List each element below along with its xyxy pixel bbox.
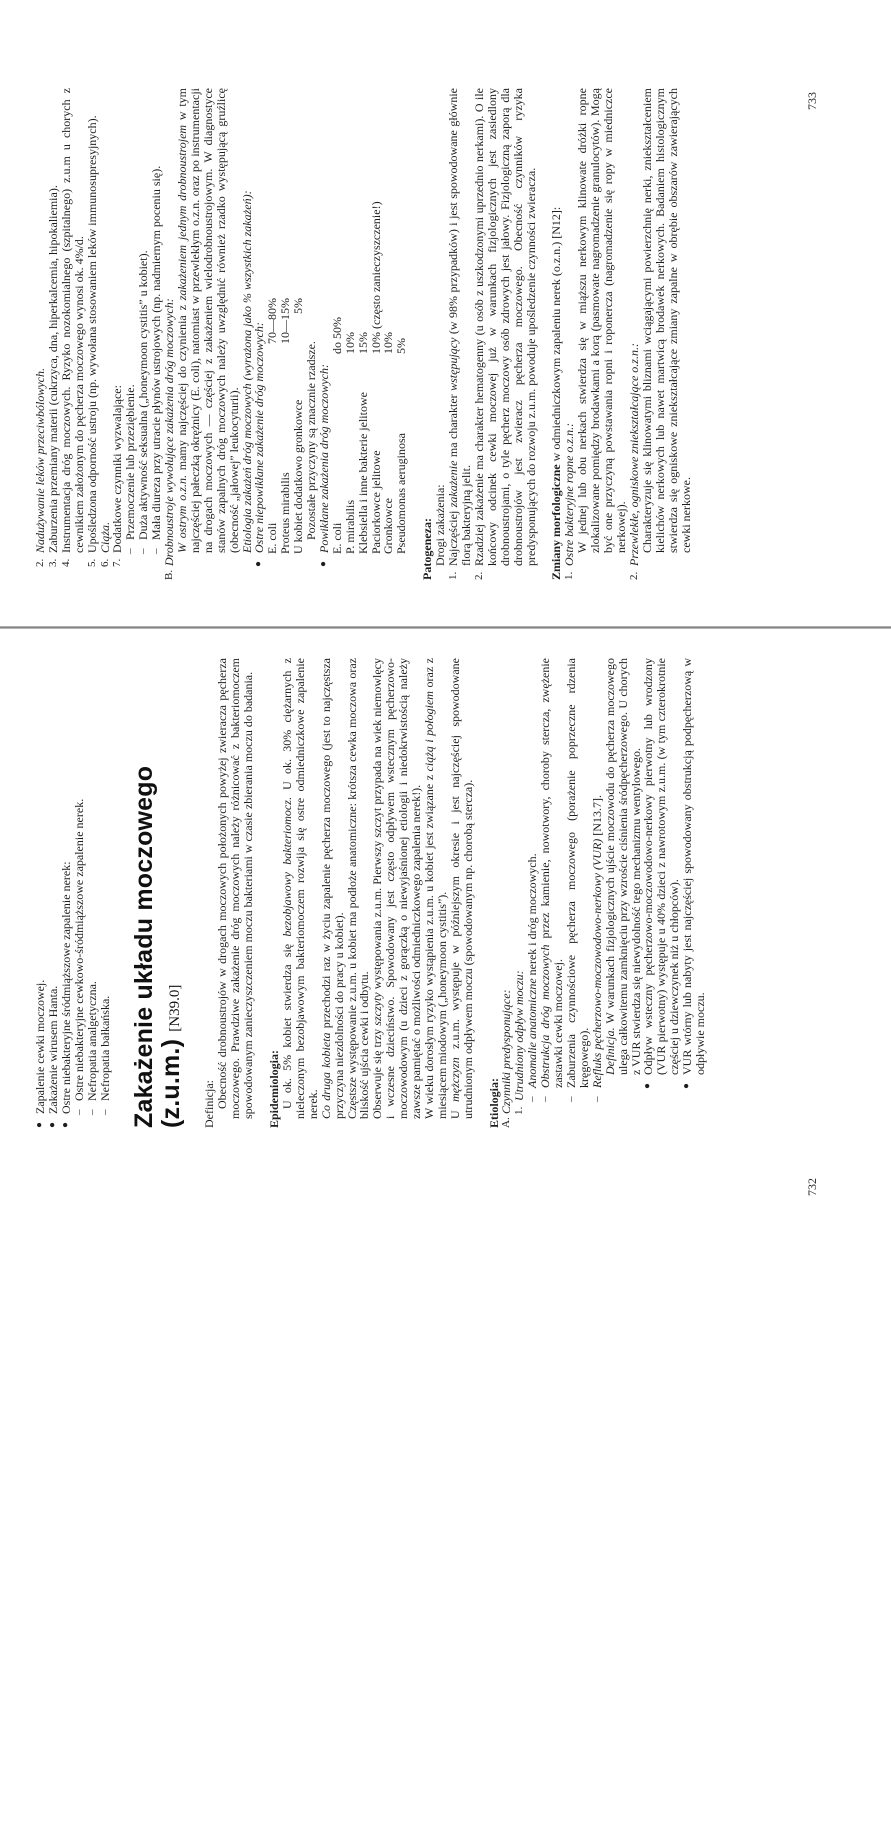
section-title-line: Zakażenie układu moczowego (130, 765, 159, 1128)
text-run: W warunkach fizjologicznych ujście moczowodu do pęcherza moczowego ulega całkowitemu zamknięciu przy wzroście ciśnienia śródpęcherzowego. U chorych z VUR stwierdza się niewydolność tego mechanizmu wentylowego. (602, 658, 643, 1075)
text-run: Ostre bakteryjne ropne o.z.n.: (562, 422, 577, 566)
list-marker: A. (500, 1117, 513, 1128)
text-run: Obecność drobnoustrojów w drogach moczowych położonych powyżej zwieracza pęcherza moczowego. Prawdziwe zakażenie dróg moczowych należy różnicować z bakteriomoczem spowodowanym zanieczyszczeniem moczu bakteriami w czasie zbierania moczu do badania. (215, 658, 256, 1119)
organism-percentage: 10% (często zanieczyszczenie!) (368, 201, 383, 354)
text-run: Co druga kobieta (318, 1032, 333, 1119)
list-marker: – (590, 1096, 603, 1102)
list-marker: – (565, 1096, 577, 1102)
text-run: zakażeniem jednym drobnoustrojem (174, 124, 189, 301)
text-run: U (447, 1101, 462, 1119)
list-marker (241, 553, 254, 567)
list-marker: – (526, 1096, 539, 1102)
list-marker: – (539, 1096, 552, 1102)
paragraph (320, 658, 346, 1128)
list-item-text (681, 658, 707, 1075)
text-run: Instrumentacja dróg moczowych. Ryzyko nozokomialnego (szpitalnego) z.u.m u chorych z cewnikiem założonym do pęcherza moczowego wynosi ok. 4%/d. (58, 88, 86, 553)
paragraph (216, 658, 255, 1128)
text-run: (w 98% przypadków) i jest spowodowane głównie florą bakteryjną jelit. (446, 87, 473, 566)
list-item (576, 88, 628, 567)
organism-percentage: 10% (342, 332, 357, 354)
list-marker: 5. (85, 558, 98, 567)
text-run: Drobnoustroje wywołujące zakażenia dróg moczowych: (162, 298, 177, 566)
organism-percentage: 5% (291, 298, 306, 314)
text-run: Ciąża. (97, 521, 112, 553)
list-item-text (86, 88, 99, 553)
text-run: Obserwuje się trzy (370, 1025, 385, 1119)
page-number-732: 732 (805, 1178, 819, 1196)
list-item (642, 658, 681, 1089)
text-run: Patogeneza: (420, 518, 435, 580)
list-marker: – (72, 1109, 85, 1115)
text-run: Zaburzenia przemiany materii (cukrzyca, dna, hiperkalcemia, hipokaliemia). (45, 185, 60, 553)
text-run: wstępujący (446, 337, 461, 391)
text-run: Ostre niebakteryjne śródmiąższowe zapalenie nerek: (58, 861, 73, 1114)
list-item (681, 658, 707, 1089)
text-run: Nadużywanie leków przeciwbólowych. (33, 368, 47, 553)
text-run: mężczyzn (447, 1057, 462, 1102)
text-run: Etiologia: (486, 1078, 501, 1128)
list-item-text (539, 658, 565, 1088)
text-run: Definicja. (602, 1027, 617, 1075)
text-run: występowania z.u.m. Pierwszy szczyt przypada na wiek niemowlęcy i wczesne dzieciństwo. Spowodowany jest często odpływem wstecznym pęcherzowo-moczowodowym (u dzieci z gorączką o niewyjaśnionej etiologii i niedokrwistością należy zawsze pamiętać o możliwości odmiedniczkowego zapalenia nerek!). (370, 658, 424, 1119)
organism-percentage: 70—80% (265, 298, 280, 344)
list-marker: 2. (472, 571, 485, 580)
list-item (447, 88, 473, 580)
text-run: przez kamienie, nowotwory, choroby stercza, zwężenie zastawki cewki moczowej. (538, 658, 566, 1088)
text-run: U ok. 5% kobiet stwierdza się (279, 936, 294, 1109)
text-run: Drogi zakażenia: (433, 484, 448, 566)
list-marker (641, 553, 693, 567)
text-run: Zakażenie wirusem Hanta. (45, 985, 60, 1114)
text-run: Anomalie anatomiczne (525, 978, 540, 1088)
text-run: Rzadziej zakażenie ma charakter hematogenny (u osób z uszkodzonymi uprzednio nerkami). O ile końcowy odcinek cewki moczowej już w warunkach fizjologicznych jest zasiedlony drobnoustrojami, o tyle pęcherz moczowy osób zdrowych jest jałowy. Fizjologiczną zaporą dla drobnoustrojów jest zwieracz pęcherza moczowego. Obecność czynników ryzyka predysponujących do rozwoju z.u.m. powoduje upośledzenie czynności zwieracza. (471, 88, 538, 566)
text-run: [N13.7]. (589, 795, 604, 839)
text-run: z.u.m. występuje w późniejszym okresie i jest najczęściej spowodowane utrudnionym odpływem moczu (spowodowanym np. chorobą stercza). (447, 658, 475, 1119)
page-gutter-divider (0, 626, 891, 629)
page-732-column (34, 658, 707, 1128)
page-number-733: 733 (805, 92, 819, 110)
table-row (344, 88, 357, 554)
organism-name: P. mirabilis (342, 499, 357, 554)
text-run: szczyty (370, 992, 385, 1026)
organism-percentage: 10—15% (278, 298, 293, 344)
text-run: Najczęściej (446, 507, 461, 566)
list-item (60, 88, 86, 567)
organism-percentage: do 50% (329, 317, 344, 354)
organism-percentage: 15% (355, 332, 370, 354)
list-marker: – (85, 1109, 98, 1115)
page-733-column (34, 88, 692, 580)
list-marker: 6. (98, 558, 111, 567)
text-run: Częstsze występowanie z.u.m. u kobiet ma podłoże anatomiczne: krótsza cewka moczowa oraz bliskość ujścia cewki i odbytu. (344, 658, 372, 1119)
text-run: Zmiany morfologiczne (549, 464, 564, 580)
data-table (266, 88, 305, 554)
text-run: VUR wtórny lub nabyty jest najczęściej spowodowany obstrukcją podpęcherzową w odpływie moczu. (680, 658, 708, 1075)
list-item (318, 88, 331, 567)
text-run: Czynniki predysponujące: (499, 989, 514, 1114)
bullet-icon: ● (46, 1121, 58, 1128)
text-run: W jednej lub obu nerkach stwierdza się w miąższu nerkowym klinowate dróżki ropne zlokalizowane pomiędzy brodawkami a korą (pasmowate nagromadzenie granulocytów). Mogą być one przyczyną powstawania ropni i roponercza (nagromadzenie się ropy w miedniczce nerkowej). (575, 88, 628, 553)
text-run: zakażenie (446, 460, 461, 508)
section-title-abbrev-line (158, 658, 189, 1128)
list-marker: 1. (447, 571, 460, 580)
list-item-text (604, 658, 643, 1075)
organism-name: Proteus mirabilis (278, 472, 293, 554)
text-run: w odmiedniczkowym zapaleniu nerek (o.z.n.) [N12]: (549, 206, 564, 465)
list-item-text (447, 88, 473, 566)
list-item-text (565, 658, 591, 1088)
section-title (131, 658, 189, 1128)
text-run: Nefropatia bałkańska. (97, 995, 112, 1101)
text-run: Etiologia zakażeń dróg moczowych (wyrażona jako % wszystkich zakażeń): (239, 190, 254, 553)
text-run: Ostre niebakteryjne cewkowo-śródmiąższowe zapalenie nerek. (71, 798, 86, 1101)
text-run: oraz z miesiącem miodowym („honeymoon cystitis”). (421, 657, 449, 1119)
text-run: Pozostałe przyczyny są znacznie rzadsze. (304, 341, 319, 540)
list-marker: – (124, 548, 137, 554)
bullet-icon: ● (59, 1121, 71, 1128)
list-item-text (60, 88, 86, 553)
paragraph (371, 658, 423, 1128)
section-title-abbrev: (z.u.m.) (157, 1038, 186, 1128)
text-run: . U ok. 30% ciężarnych z nieleczonym bezobjawowym bakteriomoczem rozwija się ostre odmiedniczkowe zapalenie nerek. (279, 658, 320, 1119)
list-item-text (318, 88, 331, 553)
list-item (86, 88, 99, 567)
list-marker: 2. (627, 571, 640, 580)
organism-percentage: 5% (394, 338, 409, 354)
list-item-text (576, 88, 628, 553)
organism-name: U kobiet dodatkowo gronkowce (291, 399, 306, 554)
list-marker: – (98, 1109, 111, 1115)
list-marker: 2. (34, 558, 46, 567)
text-run: bezobjawowy bakteriomocz (279, 800, 294, 937)
organism-percentage: 10% (381, 332, 396, 354)
text-run: W wieku dorosłym ryzyko wystąpienia z.u.m. u kobiet jest związane z (421, 771, 436, 1119)
text-run: przechodzi raz w życiu zapalenie pęcherza moczowego (jest to najczęstsza przyczyna niezdolności do pracy u kobiet). (318, 658, 346, 1119)
table-row (395, 88, 408, 554)
paragraph (346, 658, 372, 1128)
text-run: Zapalenie cewki moczowej. (33, 979, 47, 1114)
organism-name: Gronkowce (381, 498, 396, 554)
list-marker (434, 566, 447, 580)
bullet-icon: ● (642, 1082, 654, 1089)
list-item (176, 88, 241, 567)
text-run: Przewlekłe, ogniskowe zniekształcające o.z.n.: (626, 343, 641, 566)
organism-name: E. coli (265, 522, 280, 554)
text-run: Ostre niepowikłane zakażenie dróg moczowych: (252, 322, 267, 553)
list-marker (576, 553, 628, 567)
list-item (539, 658, 565, 1102)
text-run: Przemoczenie lub przeziębienie. (123, 384, 138, 540)
paragraph (281, 658, 320, 1128)
text-run: Refluks pęcherzowo-moczowodowo-nerkowy (VUR) (589, 838, 604, 1088)
list-marker (176, 553, 241, 567)
list-item (473, 88, 538, 580)
bullet-icon: ● (681, 1082, 693, 1089)
text-run: Definicja: (202, 1080, 217, 1128)
list-item-text (176, 88, 241, 553)
text-run: ma charakter (446, 390, 461, 461)
text-run: Upośledzona odporność ustroju (np. wywołana stosowaniem leków immunosupresyjnych). (84, 115, 99, 553)
table-row (357, 88, 370, 554)
data-table (331, 88, 408, 554)
list-marker: – (150, 548, 163, 554)
text-run: Dodatkowe czynniki wyzwalające: (110, 385, 125, 553)
paragraph (423, 658, 449, 1128)
text-run: w tym najczęściej pałeczką okrężnicy (E. coli), natomiast w przewlekłym o.z.n. oraz po instrumentacji na drogach moczowych — częściej z zakażeniem wielodrobnoustrojowym. W diagnostyce stanów zapalnych dróg moczowych należy uwzględnić również rzadko występującą gruźlicę (obecność „jałowej” leukocyturii). (174, 87, 241, 553)
list-item (99, 658, 112, 1115)
bullet-icon: ● (34, 1121, 45, 1128)
list-marker: 7. (111, 558, 124, 567)
organism-name: Pseudomonas aeruginosa (394, 433, 409, 554)
bullet-icon: ● (253, 560, 265, 567)
list-item-text (642, 658, 681, 1075)
list-item (565, 658, 591, 1102)
paragraph (449, 658, 475, 1128)
text-run: Nefropatia analgetyczna. (84, 981, 99, 1101)
list-item-text (473, 88, 538, 566)
text-run: ciążą i połogiem (421, 691, 436, 772)
text-run: Zaburzenia czynnościowe pęcherza moczowego (porażenie poprzeczne rdzenia kręgowego). (564, 658, 591, 1088)
icd-code: [N39.0] (167, 984, 184, 1032)
text-run: Epidemiologia: (267, 1049, 282, 1128)
list-marker (604, 1075, 643, 1089)
text-run: mamy najczęściej do czynienia z (174, 300, 189, 476)
table-row (370, 88, 383, 554)
organism-name: Paciorkowce jelitowe (368, 450, 383, 554)
list-marker: 3. (46, 558, 59, 567)
list-marker: 4. (59, 558, 72, 567)
text-run: Charakteryzuje się klinowatymi bliznami wciągającymi powierzchnię nerki, zniekształceniem kielichów nerkowych lub nawet martwicą brodawek nerkowych. Badaniem histologicznym stwierdza się ogniskowe zniekształcające zmiany zapalne w obrębie obszarów zawierających cewki nerkowe. (639, 88, 693, 553)
list-marker: 1. (563, 571, 576, 580)
text-run: Duża aktywność seksualna („honeymoon cystitis” u kobiet). (136, 250, 151, 540)
list-marker: – (137, 548, 150, 554)
text-run: Utrudniony odpływ moczu: (512, 970, 527, 1101)
bullet-icon: ● (317, 560, 329, 567)
table-row (331, 88, 344, 554)
list-marker: 1. (513, 1106, 526, 1115)
list-item (641, 88, 693, 567)
text-run: Obstrukcja dróg moczowych (538, 944, 553, 1088)
list-item (604, 658, 643, 1089)
list-item-text (99, 658, 112, 1101)
text-run: nerek i dróg moczowych. (525, 853, 540, 979)
list-item-text (641, 88, 693, 553)
organism-name: Klebsiella i inne bakterie jelitowe (355, 392, 370, 554)
text-run: Odpływ wsteczny pęcherzowo-moczowodowo-nerkowy pierwotny lub wrodzony (VUR pierwotny) występuje u 40% dzieci z nawrotowym z.u.m. (w tym czterokrotnie częściej u dziewczynek niż u chłopców). (641, 658, 682, 1075)
text-run: W ostrym o.z.n. (174, 475, 189, 553)
text-run: Powikłane zakażenia dróg moczowych: (316, 364, 331, 553)
list-marker: B. (163, 569, 176, 580)
organism-name: E. coli (329, 522, 344, 554)
text-run: Mała diureza przy utracie płynów ustrojowych (np. nadmiernym poceniu się). (149, 165, 164, 540)
